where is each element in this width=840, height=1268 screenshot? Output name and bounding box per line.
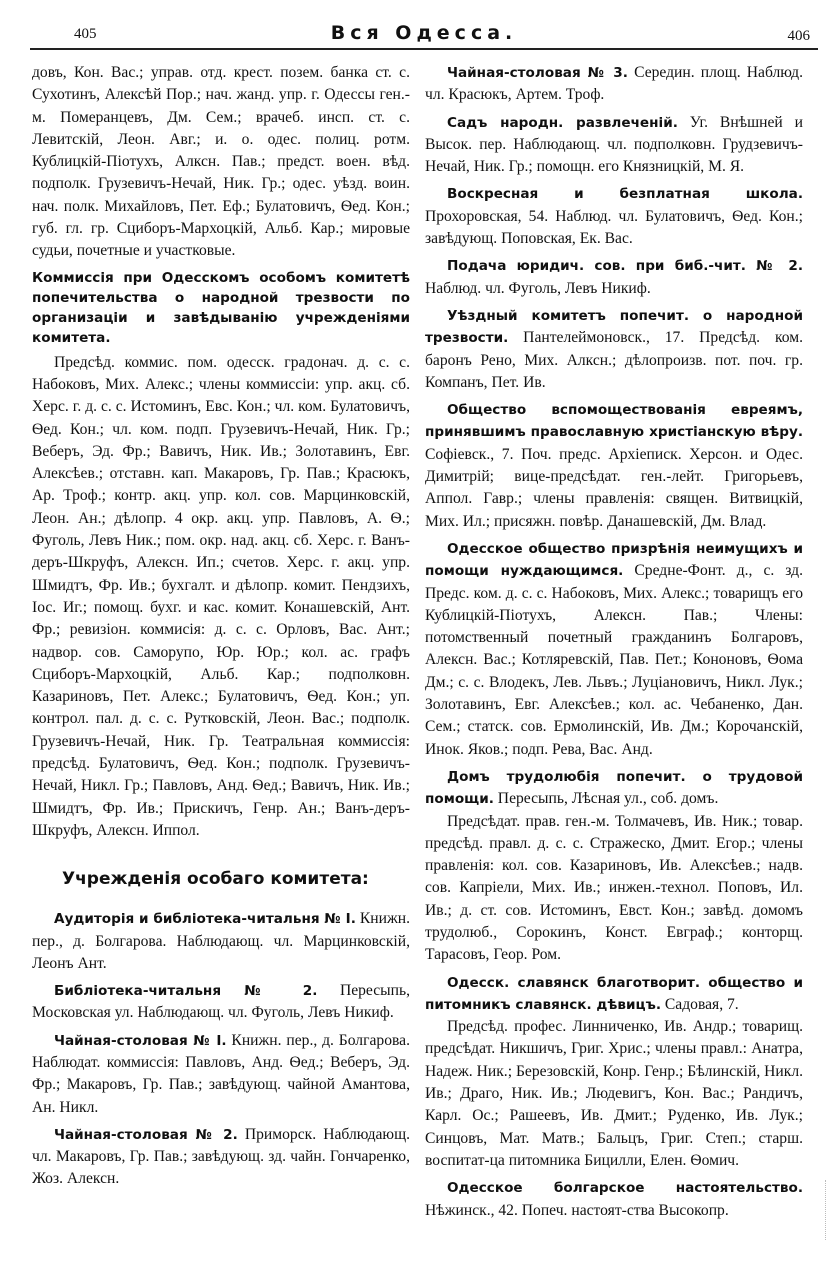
entry-text: Предсѣдат. прав. ген.-м. Толмачевъ, Ив. Ник.; товар. предсѣд. правл. д. с. с. Стражеско, Дмит. Егор.; члены правленія: кол. сов. Казариновъ, Ив. Алексѣев.; надв. сов. Капріели, Мих. Ив.; инжен.-технол. Поповъ, Ил. Ив.; д. ст. сов. Истоминъ, Евст. Кон.; завѣд. домомъ трудолюб., Сорокинъ, Конст. Евграф.; конторщ. Тарасовъ, Геор. Ром. — [425, 812, 803, 964]
entry — [425, 62, 803, 107]
running-header — [30, 14, 818, 50]
entry — [425, 1177, 803, 1222]
entry-title: Аудиторія и библіотека-читальня № I. — [54, 911, 356, 928]
page-edge-mark — [825, 1180, 830, 1240]
entry-title: Общество вспомоществованія евреямъ, принявшимъ православную христіанскую вѣру. — [425, 402, 803, 441]
entry-title: Чайная-столовая № 3. — [447, 65, 628, 81]
right-column — [425, 62, 803, 1227]
entry-title: Уѣздный комитетъ попечит. о народной трезвости. — [425, 307, 803, 347]
entry — [425, 972, 803, 1017]
entry — [425, 538, 803, 761]
section-heading: Учрежденія особаго комитета: — [62, 869, 369, 890]
entry-text: Книжн. пер., д. Болгарова. Наблюдающ. чл. Марцинковскій, Леонъ Ант. — [32, 910, 410, 972]
entry-title: Домъ трудолюбія попечит. о трудовой помощи. — [425, 768, 803, 808]
page-number-right: 406 — [787, 28, 810, 44]
left-column — [32, 62, 410, 1196]
entry — [32, 1030, 410, 1119]
entry-text: Приморск. Наблюдающ. чл. Макаровъ, Гр. Пав.; завѣдующ. зд. чайн. Гончаренко, Жоз. Алексн. — [32, 1125, 410, 1188]
entry — [32, 908, 410, 975]
entry-text: Пересыпь, Лѣсная ул., соб. домъ. — [493, 790, 719, 808]
entry-title: Одесск. славянск благотворит. общество и питомникъ славянск. дѣвицъ. — [425, 974, 803, 1013]
entry — [425, 183, 803, 250]
entry-text: Предсѣд. профес. Линниченко, Ив. Андр.; товарищ. предсѣдат. Никшичъ, Григ. Хрис.; члены правл.: Анатра, Надеж. Ник.; Березовскій, Конр. Генр.; Бѣлинскій, Никл. Ив.; Драго, Ник. Ив.; Людевигъ, Кон. Вас.; Рандичъ, Карл. Ос.; Рашеевъ, Ив. Дмит.; Руденко, Ив. Лук.; Синцовъ, Мат. Матв.; Бальцъ, Григ. Степ.; старш. воспитат-ца питомника Бицилли, Елен. Ѳомич. — [425, 1018, 803, 1169]
entry — [32, 1124, 410, 1191]
page-title: Вся Одесса. — [330, 22, 518, 44]
entry-title: Одесское болгарское настоятельство. — [447, 1180, 803, 1197]
entry-continuation — [425, 811, 803, 967]
entry — [425, 255, 803, 300]
continued-paragraph: довъ, Кон. Вас.; управ. отд. крест. позем. банка ст. с. Сухотинъ, Алексѣй Пор.; нач. жанд. упр. г. Одессы ген.-м. Померанцевъ, Дм. Сем.; врачеб. инсп. ст. с. Левитскій, Леон. Авг.; и. о. одес. полиц. ротм. Кублицкій-Піотухъ, Алксн. Пав.; предст. воен. вѣд. подполк. Грузевичъ-Нечай, Ник. Гр.; одес. уѣзд. воин. нач. полк. Михайловъ, Пет. Еф.; Булатовичъ, Ѳед. Кон.; губ. гл. гр. Сциборъ-Мархоцкій, Альб. Кар.; мировые судьи, почетные и участковые. — [32, 64, 410, 260]
entry — [32, 980, 410, 1025]
entry — [425, 399, 803, 533]
entry-text: Нѣжинск., 42. Попеч. настоят-ства Высокопр. — [425, 1201, 729, 1219]
entry-text: Середин. площ. Наблюд. чл. Красюкъ, Артем. Троф. — [425, 64, 803, 104]
entry — [425, 766, 803, 811]
entry-text: Софіевск., 7. Поч. предс. Архіеписк. Херсон. и Одес. Димитрій; вице-предсѣдат. ген.-лейт. Григорьевъ, Аппол. Гавр.; члены правленія: священ. Витвицкій, Мих. Ил.; присяжн. повѣр. Данашевскій, Дм. Влад. — [425, 445, 803, 530]
entry-text: Уг. Внѣшней и Высок. пер. Наблюдающ. чл. подполковн. Грудзевичъ-Нечай, Ник. Гр.; помощн. его Князницкій, М. Я. — [425, 113, 804, 176]
entry-title: Одесское общество призрѣнія неимущихъ и помощи нуждающимся. — [425, 540, 803, 580]
entry-text: Наблюд. чл. Фуголь, Левъ Никиф. — [425, 279, 651, 297]
entry-title: Садъ народн. развлеченій. — [447, 114, 678, 131]
entry — [425, 112, 803, 179]
entry-continuation — [425, 1016, 803, 1172]
entry-text: Книжн. пер., д. Болгарова. Наблюдат. коммиссія: Павловъ, Анд. Ѳед.; Веберъ, Эд. Фр.; Макаровъ, Гр. Пав.; завѣдующ. чайной Амантова, Ан. Никл. — [32, 1031, 410, 1116]
commission-heading: Коммиссія при Одесскомъ особомъ комитетѣ попечительства о народной трезвости по организаціи и завѣдыванію учрежденіями комитета. — [32, 269, 410, 346]
entry-title: Чайная-столовая № I. — [54, 1032, 227, 1049]
entry-text: Прохоровская, 54. Наблюд. чл. Булатовичъ, Ѳед. Кон.; завѣдующ. Поповская, Ек. Вас. — [425, 207, 803, 248]
entry-text: Садовая, 7. — [661, 995, 739, 1013]
entry — [425, 305, 803, 394]
entry-title: Воскресная и безплатная школа. — [447, 186, 803, 203]
entry-text: Пантелеймоновск., 17. Предсѣд. ком. баронъ Рено, Мих. Алксн.; дѣлопроизв. пот. поч. гр. Компанъ, Пет. Ив. — [425, 329, 803, 391]
entry-text: Пересыпь, Московская ул. Наблюдающ. чл. Фуголь, Левъ Никиф. — [32, 982, 410, 1022]
entry-title: Чайная-столовая № 2. — [54, 1126, 238, 1143]
page-number-left: 405 — [74, 26, 97, 42]
entry-title: Библіотека-читальня № 2. — [54, 983, 318, 1000]
entry-title: Подача юридич. сов. при биб.-чит. № 2. — [447, 258, 803, 275]
commission-body: Предсѣд. коммис. пом. одесск. градонач. д. с. с. Набоковъ, Мих. Алекс.; члены коммиссіи: упр. акц. сб. Херс. г. д. с. с. Истоминъ, Евс. Кон.; чл. ком. Булатовичъ, Ѳед. Кон.; чл. ком. подп. Грузевичъ-Нечай, Ник. Гр.; Веберъ, Эд. Фр.; Вавичъ, Ник. Ив.; Золотавинъ, Евг. Алексѣев.; отставн. кап. Макаровъ, Гр. Пав.; Красюкъ, Ар. Троф.; контр. акц. упр. кол. сов. Марцинковскій, Леон. Ан.; дѣлопр. 4 окр. акц. упр. Павловъ, А. Ѳ.; Фуголь, Левъ Ник.; пом. окр. над. акц. сб. Херс. г. Ванъ-деръ-Шкруфъ, Алексн. Ип.; счетов. Херс. г. акц. упр. Шмидтъ, Фр. Ив.; бухгалт. и дѣлопр. комит. Пендзихъ, Іос. Иг.; помощ. бухг. и кас. комит. Конашевскій, Ант. Фр.; ревизіон. коммисія: д. с. с. Орловъ, Вас. Ант.; надвор. сов. Саморупо, Юр. Юр.; кол. ас. графъ Сциборъ-Мархоцкій, Альб. Кар.; подполковн. Казариновъ, Пет. Алекс.; Булатовичъ, Ѳед. Кон.; уп. контрол. пал. д. с. с. Рутковскій, Леон. Вас.; подполк. Грузевичъ-Нечай, Ник. Гр. Театральная коммиссія: предсѣд. Булатовичъ, Ѳед. Кон.; подполк. Грузевичъ-Нечай, Никл. Гр.; Павловъ, Анд. Ѳед.; Вавичъ, Ник. Ив.; Шмидтъ, Фр. Ив.; Прискичъ, Генр. Ан.; Ванъ-деръ-Шкруфъ, Алексн. Иппол. — [32, 353, 410, 839]
entry-text: Средне-Фонт. д., с. зд. Предс. ком. д. с. с. Набоковъ, Мих. Алекс.; товарищъ его Кублицкій-Піотухъ, Алексн. Пав.; Члены: потомственный почетный гражданинъ Болгаровъ, Алексн. Вас.; Котляревскій, Пав. Пет.; Кононовъ, Ѳома Дм.; с. с. Влодекъ, Лев. Львъ.; Луціановичъ, Никл. Лук.; Золотавинъ, Евг. Алексѣев.; кол. ас. Чебаненко, Дан. Сем.; статск. сов. Ермолинскій, Ив. Дм.; Корочанскій, Инок. Яков.; подп. Рева, Вас. Анд. — [425, 562, 803, 758]
